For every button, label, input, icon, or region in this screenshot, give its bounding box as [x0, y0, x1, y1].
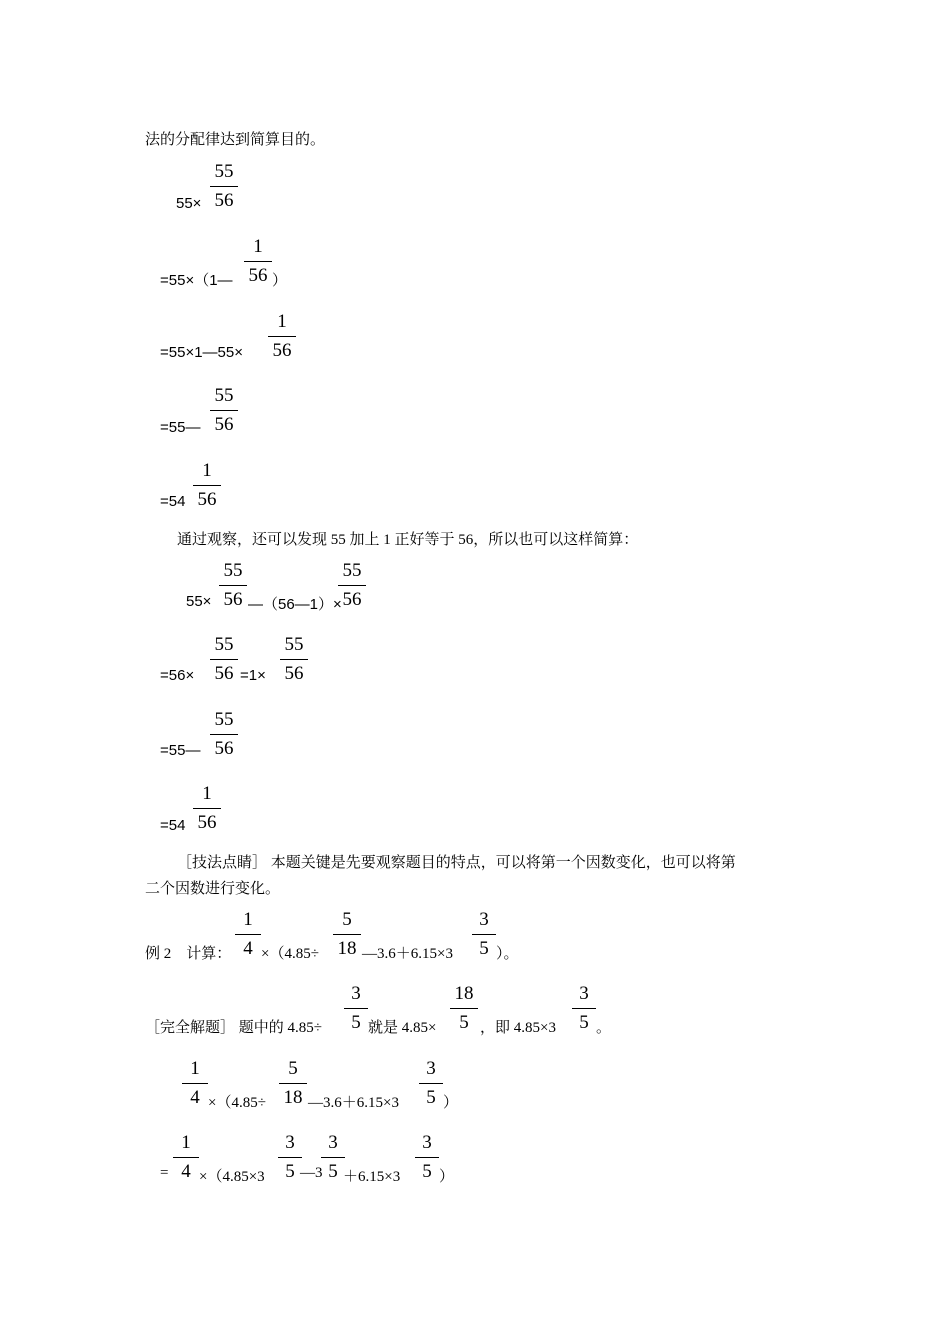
- fraction: 1 56: [244, 235, 272, 288]
- tip-line-1: ［技法点睛］ 本题关键是先要观察题目的特点，可以将第一个因数变化，也可以将第: [177, 855, 736, 871]
- fraction: 1 4: [182, 1057, 208, 1110]
- expr-7-mid: =1×: [240, 667, 266, 684]
- fraction: 55 56: [210, 708, 238, 761]
- fraction: 1 56: [193, 459, 221, 512]
- fraction: 1 4: [235, 908, 261, 961]
- solution-mid-1: 就是 4.85×: [368, 1020, 437, 1036]
- expr-2-lead: =55×（1—: [160, 272, 233, 289]
- fraction: 3 5: [321, 1131, 345, 1184]
- calc2-mid-2: —3: [300, 1165, 323, 1181]
- expr-7-lead: =56×: [160, 667, 195, 684]
- example-label: 例 2 计算：: [145, 946, 232, 962]
- example-mid-2: —3.6＋6.15×3: [362, 946, 453, 962]
- expr-4-lead: =55—: [160, 419, 201, 436]
- example-mid-1: ×（4.85÷: [261, 946, 319, 962]
- fraction: 3 5: [278, 1131, 302, 1184]
- fraction: 55 56: [210, 160, 238, 213]
- calc2-equals: =: [160, 1165, 169, 1181]
- fraction: 5 18: [333, 908, 361, 961]
- fraction: 3 5: [415, 1131, 439, 1184]
- tip-line-2: 二个因数进行变化。: [145, 881, 281, 897]
- calc2-mid-3: ＋6.15×3: [343, 1169, 401, 1185]
- fraction: 1 56: [268, 310, 296, 363]
- solution-label: ［完全解题］ 题中的 4.85÷: [145, 1020, 322, 1036]
- calc1-mid-2: —3.6＋6.15×3: [308, 1095, 399, 1111]
- fraction: 3 5: [472, 908, 496, 961]
- solution-mid-2: ，即 4.85×3: [480, 1020, 556, 1036]
- calc2-tail: ）: [439, 1169, 455, 1185]
- solution-tail: 。: [596, 1020, 612, 1036]
- expr-5-lead: =54: [160, 493, 186, 510]
- expr-2-tail: ）: [272, 272, 288, 289]
- expr-3-lead: =55×1—55×: [160, 344, 243, 361]
- fraction: 1 56: [193, 782, 221, 835]
- expr-9-lead: =54: [160, 817, 186, 834]
- fraction: 55 56: [338, 559, 366, 612]
- fraction: 55 56: [280, 633, 308, 686]
- fraction: 3 5: [572, 982, 596, 1035]
- calc1-tail: ）: [443, 1095, 459, 1111]
- example-tail: ）。: [496, 946, 519, 962]
- expr-8-lead: =55—: [160, 742, 201, 759]
- observation-text: 通过观察，还可以发现 55 加上 1 正好等于 56，所以也可以这样简算：: [177, 532, 639, 548]
- calc1-mid-1: ×（4.85÷: [208, 1095, 266, 1111]
- calc2-mid-1: ×（4.85×3: [199, 1169, 265, 1185]
- fraction: 5 18: [279, 1057, 307, 1110]
- expr-6-lead: 55×: [186, 593, 212, 610]
- fraction: 55 56: [210, 384, 238, 437]
- expr-6-mid: —（56—1）×: [248, 596, 342, 613]
- fraction: 3 5: [344, 982, 368, 1035]
- fraction: 55 56: [210, 633, 238, 686]
- fraction: 55 56: [219, 559, 247, 612]
- intro-text: 法的分配律达到简算目的。: [145, 132, 326, 148]
- fraction: 1 4: [173, 1131, 199, 1184]
- fraction: 3 5: [419, 1057, 443, 1110]
- fraction: 18 5: [450, 982, 478, 1035]
- expr-1-lead: 55×: [176, 195, 202, 212]
